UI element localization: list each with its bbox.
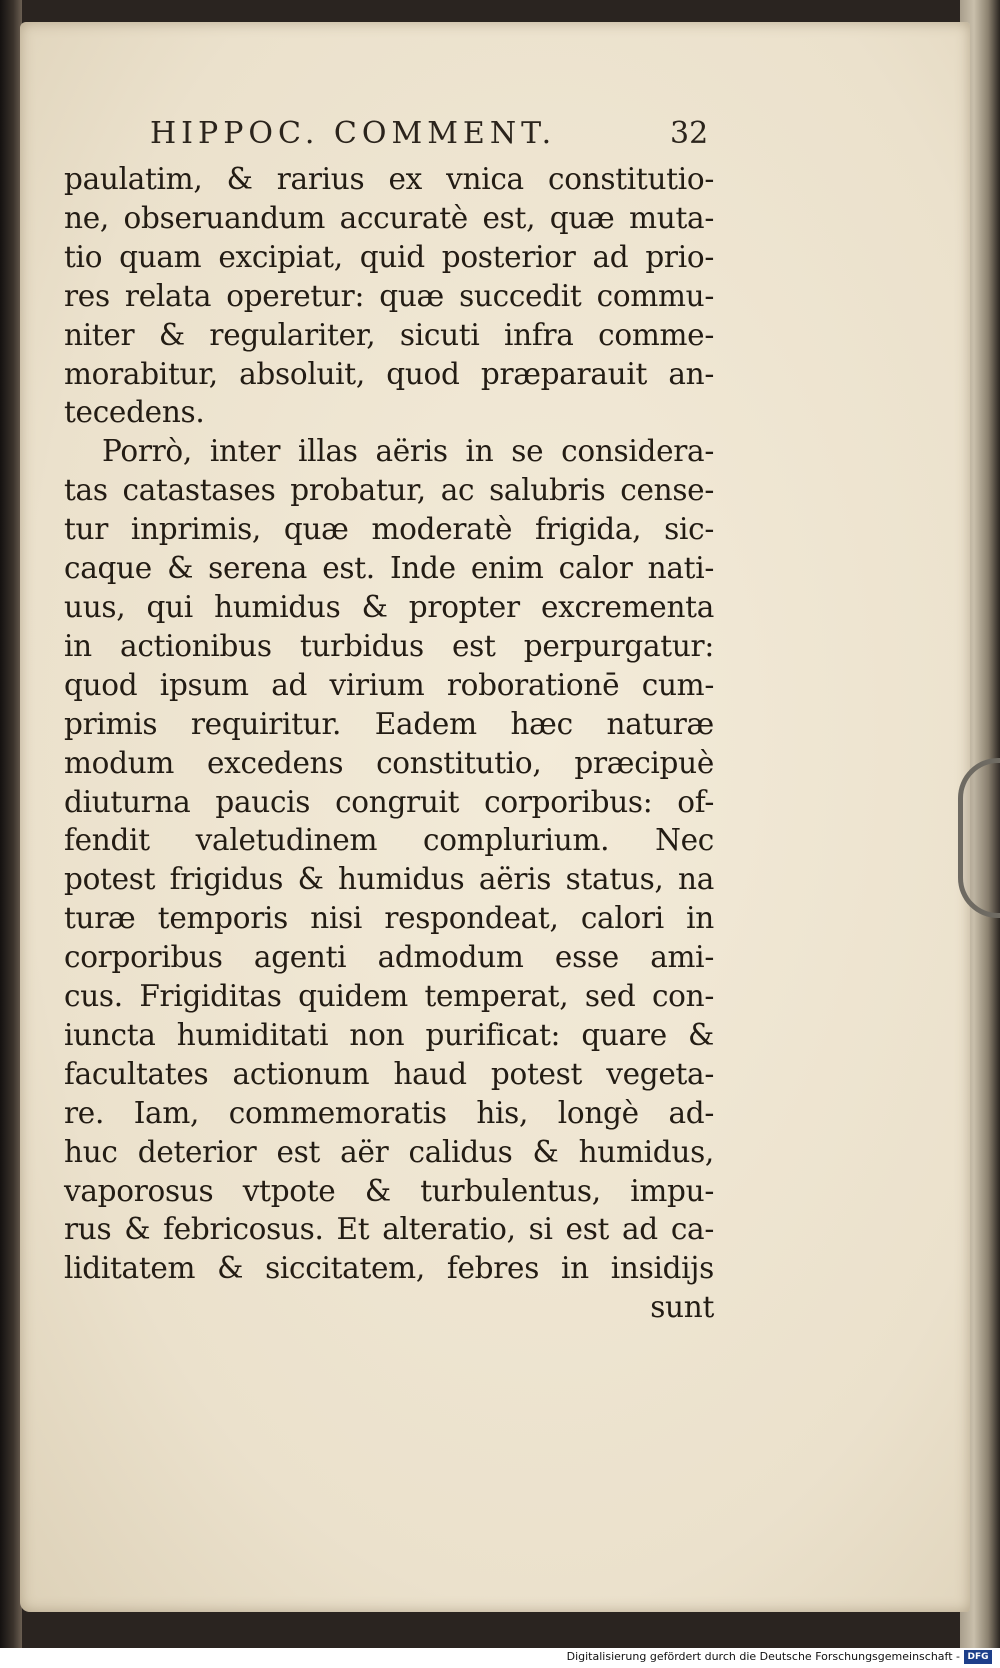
text-line: cus. Frigiditas quidem temperat, sed con- bbox=[64, 979, 714, 1014]
text-line: corporibus agenti admodum esse ami- bbox=[64, 940, 714, 975]
catchword: sunt bbox=[650, 1290, 714, 1325]
text-line: rus & febricosus. Et alteratio, si est ad ca- bbox=[64, 1212, 714, 1247]
page-number: 32 bbox=[670, 116, 709, 151]
text-line: niter & regulariter, sicuti infra comme- bbox=[64, 317, 714, 352]
text-line: facultates actionum haud potest vegeta- bbox=[64, 1056, 714, 1091]
text-line: paulatim, & rarius ex vnica constitutio- bbox=[64, 162, 714, 196]
text-line: huc deterior est aër calidus & humidus, bbox=[64, 1134, 714, 1169]
text-line: liditatem & siccitatem, febres in insidijs bbox=[64, 1251, 714, 1286]
text-line: vaporosus vtpote & turbulentus, impu- bbox=[64, 1173, 714, 1208]
text-line: tur inprimis, quæ moderatè frigida, sic- bbox=[64, 512, 714, 547]
text-line: Porrò, inter illas aëris in se considera- bbox=[102, 434, 714, 469]
digitization-credit: Digitalisierung gefördert durch die Deutsche Forschungsgemeinschaft - bbox=[566, 1650, 960, 1663]
text-line: caque & serena est. Inde enim calor nati- bbox=[64, 551, 714, 586]
text-line: quod ipsum ad virium roborationē cum- bbox=[64, 667, 714, 702]
text-line: primis requiritur. Eadem hæc naturæ bbox=[64, 706, 714, 741]
text-line: potest frigidus & humidus aëris status, na bbox=[64, 862, 714, 897]
text-line: ne, obseruandum accuratè est, quæ muta- bbox=[64, 200, 714, 235]
text-line: fendit valetudinem complurium. Nec bbox=[64, 823, 714, 858]
text-line: tio quam excipiat, quid posterior ad prio- bbox=[64, 239, 714, 274]
text-line: tas catastases probatur, ac salubris cense- bbox=[64, 473, 714, 508]
dfg-logo: DFG bbox=[964, 1650, 992, 1664]
running-title: HIPPOC. COMMENT. bbox=[150, 116, 557, 151]
page-clip bbox=[958, 758, 1000, 918]
text-line: re. Iam, commemoratis his, longè ad- bbox=[64, 1095, 714, 1130]
text-line: tecedens. bbox=[64, 395, 205, 430]
text-line: modum excedens constitutio, præcipuè bbox=[64, 745, 714, 780]
text-line: uus, qui humidus & propter excrementa bbox=[64, 589, 714, 624]
text-line: res relata operetur: quæ succedit commu- bbox=[64, 278, 714, 313]
text-line: diuturna paucis congruit corporibus: of- bbox=[64, 784, 714, 819]
text-line: morabitur, absoluit, quod præparauit an- bbox=[64, 356, 714, 391]
text-line: iuncta humiditati non purificat: quare & bbox=[64, 1017, 714, 1052]
binding-edge bbox=[0, 0, 22, 1668]
text-line: in actionibus turbidus est perpurgatur: bbox=[64, 628, 714, 663]
text-line: turæ temporis nisi respondeat, calori in bbox=[64, 901, 714, 936]
body-text bbox=[64, 160, 714, 1327]
